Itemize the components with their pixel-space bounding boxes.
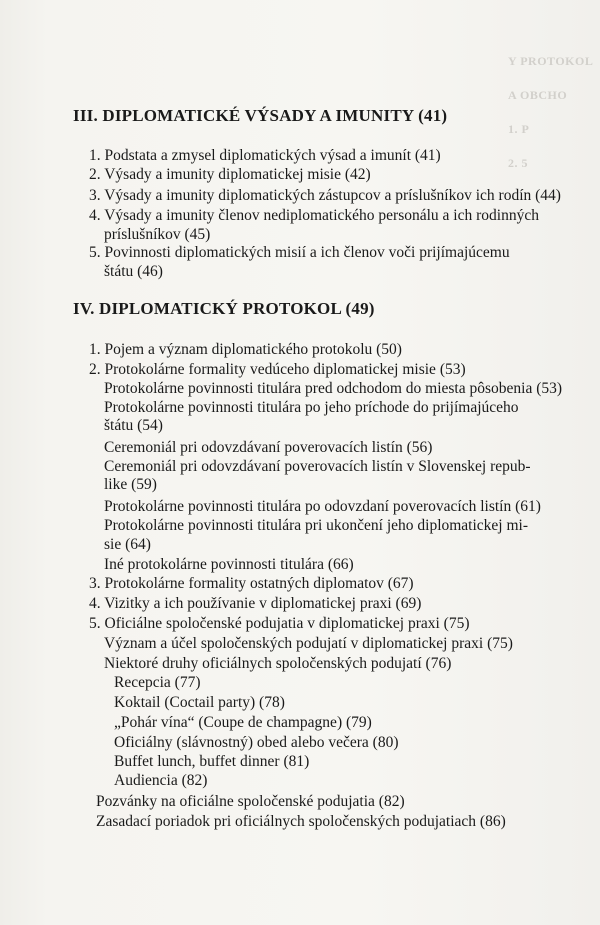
toc-entry: 4. Vizitky a ich používanie v diplomatickej praxi (69) xyxy=(89,595,422,612)
toc-subentry: Význam a účel spoločenských podujatí v diplomatickej praxi (75) xyxy=(104,635,513,652)
toc-entry-continuation: príslušníkov (45) xyxy=(104,226,211,243)
toc-subentry: Protokolárne povinnosti titulára po jeho príchode do prijímajúceho xyxy=(104,399,519,416)
toc-entry: 1. Pojem a význam diplomatického protokolu (50) xyxy=(89,341,402,358)
section-heading: III. DIPLOMATICKÉ VÝSADY A IMUNITY (41) xyxy=(73,106,448,125)
toc-entry: 5. Oficiálne spoločenské podujatia v diplomatickej praxi (75) xyxy=(89,615,470,632)
section-heading: IV. DIPLOMATICKÝ PROTOKOL (49) xyxy=(73,299,375,318)
toc-subsubentry: Koktail (Coctail party) (78) xyxy=(114,694,285,711)
toc-subentry: Protokolárne povinnosti titulára pred odchodom do miesta pôsobenia (53) xyxy=(104,380,563,397)
toc-subentry-continuation: like (59) xyxy=(104,476,157,493)
toc-subsubentry: Recepcia (77) xyxy=(114,674,201,691)
bleed-line: 1. P xyxy=(508,122,530,136)
toc-entry: 1. Podstata a zmysel diplomatických výsad a imunít (41) xyxy=(89,147,441,164)
toc-subentry: Niektoré druhy oficiálnych spoločenských podujatí (76) xyxy=(104,655,452,672)
bleed-through-text xyxy=(490,55,600,191)
bleed-line: Y PROTOKOL xyxy=(508,55,594,68)
toc-subentry: Iné protokolárne povinnosti titulára (66) xyxy=(104,556,354,573)
toc-subentry-continuation: sie (64) xyxy=(104,536,151,553)
toc-entry: 3. Protokolárne formality ostatných diplomatov (67) xyxy=(89,575,414,592)
toc-subentry: Protokolárne povinnosti titulára pri ukončení jeho diplomatickej mi- xyxy=(104,517,529,534)
toc-subentry: Pozvánky na oficiálne spoločenské podujatia (82) xyxy=(96,793,405,810)
bleed-line: 2. 5 xyxy=(508,156,528,170)
toc-subsubentry: Audiencia (82) xyxy=(114,772,208,789)
toc-subentry-continuation: štátu (54) xyxy=(104,417,163,434)
toc-entry: 2. Výsady a imunity diplomatickej misie (42) xyxy=(89,166,371,183)
toc-subsubentry: Oficiálny (slávnostný) obed alebo večera (80) xyxy=(114,734,399,751)
bleed-line: A OBCHO xyxy=(508,88,568,102)
toc-subsubentry: „Pohár vína“ (Coupe de champagne) (79) xyxy=(114,714,372,731)
toc-entry: 3. Výsady a imunity diplomatických zástupcov a príslušníkov ich rodín (44) xyxy=(89,187,561,204)
toc-subentry: Ceremoniál pri odovzdávaní poverovacích listín (56) xyxy=(104,439,433,456)
toc-subsubentry: Buffet lunch, buffet dinner (81) xyxy=(114,753,310,770)
toc-subentry: Zasadací poriadok pri oficiálnych spoločenských podujatiach (86) xyxy=(96,813,506,830)
toc-subentry: Ceremoniál pri odovzdávaní poverovacích listín v Slovenskej repub- xyxy=(104,458,531,475)
toc-entry: 5. Povinnosti diplomatických misií a ich členov voči prijímajúcemu xyxy=(89,244,510,261)
toc-subentry: Protokolárne povinnosti titulára po odovzdaní poverovacích listín (61) xyxy=(104,498,541,515)
toc-entry: 2. Protokolárne formality vedúceho diplomatickej misie (53) xyxy=(89,361,466,378)
toc-entry: 4. Výsady a imunity členov nediplomatického personálu a ich rodinných xyxy=(89,207,539,224)
toc-entry-continuation: štátu (46) xyxy=(104,263,163,280)
